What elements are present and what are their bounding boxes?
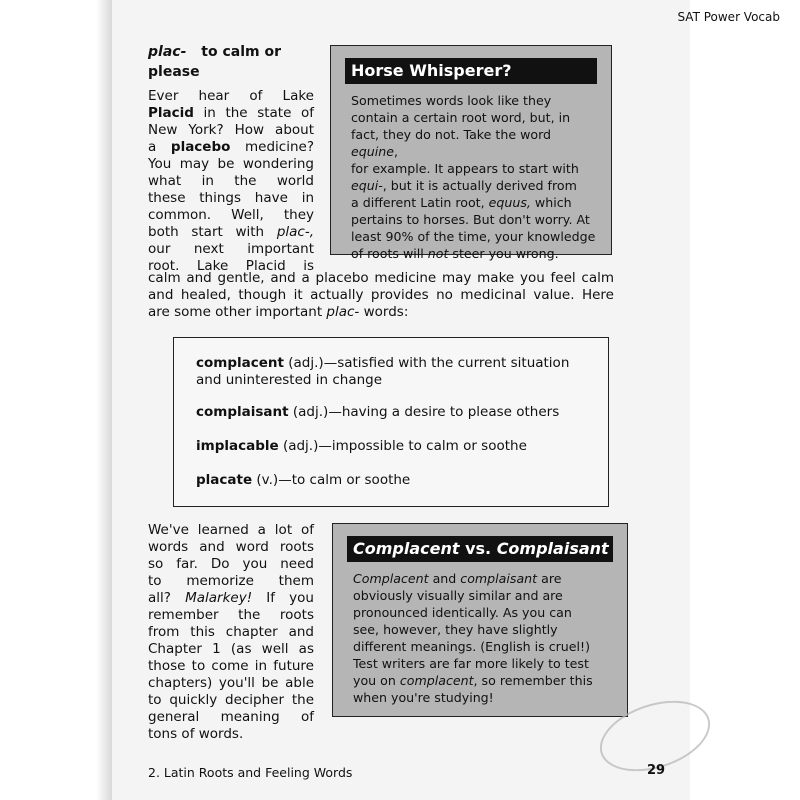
sidebar-line — [353, 672, 613, 689]
root-word: plac- — [148, 44, 187, 60]
para-line — [148, 607, 314, 624]
sidebar-body — [351, 92, 597, 262]
sidebar-title — [347, 536, 613, 562]
sidebar-horse-whisperer — [330, 45, 612, 261]
sidebar-text: , — [393, 144, 398, 159]
sidebar-line — [353, 638, 613, 655]
sidebar-line — [353, 587, 613, 604]
definitions-box — [173, 337, 609, 507]
para-text: those to come in future — [148, 658, 314, 674]
sidebar-text: equine — [351, 144, 394, 159]
para-text: from this chapter and — [148, 624, 314, 640]
para-line — [148, 709, 314, 726]
para-text: words and word roots — [148, 539, 314, 555]
para-text: in the state of — [203, 105, 315, 121]
sidebar-line — [351, 228, 597, 245]
para-line — [148, 624, 314, 641]
definition-text: —having a desire to please others — [328, 404, 560, 420]
title-part: vs. — [459, 539, 497, 558]
para-line — [148, 122, 314, 139]
para-text: words: — [359, 304, 409, 320]
sidebar-title: Horse Whisperer? — [345, 58, 597, 84]
para-line — [148, 88, 314, 105]
root-word-inline: plac-, — [276, 224, 314, 240]
para-line — [148, 207, 314, 224]
sidebar-text: complacent — [399, 673, 474, 688]
para-text: We've learned a lot of — [148, 522, 314, 538]
para-line — [148, 156, 314, 173]
footer-chapter: 2. Latin Roots and Feeling Words — [148, 765, 353, 780]
para-line — [148, 304, 614, 321]
sidebar-line — [353, 621, 613, 638]
sidebar-text: complaisant — [460, 571, 538, 586]
sidebar-line — [353, 689, 613, 706]
para-text: common. Well, they — [148, 207, 314, 223]
sidebar-text: equi- — [351, 178, 383, 193]
para-line — [148, 692, 314, 709]
para-text: what in the world — [148, 173, 314, 189]
page-number: 29 — [647, 763, 666, 778]
title-part: Complaisant — [496, 539, 609, 558]
para-line — [148, 241, 314, 258]
sidebar-line — [351, 160, 597, 177]
para-text: tons of words. — [148, 726, 244, 742]
root-meaning-1: to calm or — [201, 44, 281, 60]
definition-line — [196, 438, 527, 455]
intro-paragraph-full — [148, 270, 614, 321]
para-line — [148, 522, 314, 539]
sidebar-text: of roots will — [351, 246, 428, 261]
sidebar-line — [351, 109, 597, 126]
para-text: are some other important — [148, 304, 323, 320]
definition-term: complacent — [196, 355, 284, 371]
sidebar-text: , but it is actually derived from — [382, 178, 577, 193]
para-text: a — [148, 139, 157, 155]
para-text: all? — [148, 590, 171, 606]
definition-term: placate — [196, 472, 253, 488]
part-of-speech: (adj.) — [278, 438, 319, 454]
part-of-speech: (adj.) — [283, 355, 324, 371]
sidebar-text: Test writers are far more likely to test — [353, 656, 589, 671]
definition-line — [196, 355, 569, 372]
definition-text: —to calm or soothe — [278, 472, 411, 488]
para-line: and healed, though it actually provides no medicinal value. Here — [148, 287, 614, 303]
term-placebo: placebo — [170, 139, 231, 155]
sidebar-line — [351, 245, 597, 262]
para-line — [148, 726, 314, 743]
sidebar-line — [351, 211, 597, 228]
para-line — [148, 139, 314, 156]
para-text: general meaning of — [148, 709, 314, 725]
definition-term: complaisant — [196, 404, 289, 420]
definition-item — [196, 472, 410, 489]
para-text: to memorize them — [148, 573, 314, 589]
part-of-speech: (adj.) — [288, 404, 329, 420]
term-placid: Placid — [148, 105, 194, 121]
sidebar-line — [351, 177, 597, 194]
para-text: medicine? — [245, 139, 315, 155]
sidebar-text: steer you wrong. — [448, 246, 559, 261]
definition-line: and uninterested in change — [196, 372, 383, 388]
para-text: both start with — [148, 224, 265, 240]
sidebar-text: fact, they do not. Take the word — [351, 127, 552, 142]
root-meaning-2: please — [148, 64, 200, 80]
definition-term: implacable — [196, 438, 279, 454]
para-text: our next important — [148, 241, 314, 257]
para-line — [148, 658, 314, 675]
sidebar-text: which — [530, 195, 572, 210]
para-line — [148, 556, 314, 573]
para-line — [148, 105, 314, 122]
sidebar-text: and — [428, 571, 461, 586]
running-header: SAT Power Vocab — [677, 10, 780, 24]
para-text: Ever hear of Lake — [148, 88, 314, 104]
para-text: New York? How about — [148, 122, 314, 138]
para-line — [148, 590, 314, 607]
part-of-speech: (v.) — [252, 472, 279, 488]
para-line — [148, 224, 314, 241]
para-line — [148, 573, 314, 590]
sidebar-text: different meanings. (English is cruel!) — [353, 639, 590, 654]
para-text: root. Lake Placid is — [148, 258, 314, 274]
sidebar-line — [353, 570, 613, 587]
sidebar-text: for example. It appears to start with — [351, 161, 579, 176]
para-text: chapters) you'll be able — [148, 675, 314, 691]
para-line — [148, 173, 314, 190]
sidebar-text: contain a certain root word, but, in — [351, 110, 571, 125]
para-text: to quickly decipher the — [148, 692, 314, 708]
definition-line — [196, 472, 410, 489]
sidebar-line — [351, 194, 597, 211]
title-part: Complacent — [353, 539, 460, 558]
sidebar-text: see, however, they have slightly — [353, 622, 558, 637]
para-line — [148, 539, 314, 556]
sidebar-text: least 90% of the time, your knowledge — [351, 229, 596, 244]
para-text: Chapter 1 (as well as — [148, 641, 314, 657]
page-gutter — [96, 0, 112, 800]
sidebar-complacent-vs-complaisant — [332, 523, 628, 717]
sidebar-body — [353, 570, 613, 706]
definition-line — [196, 404, 559, 421]
definition-item — [196, 404, 559, 421]
sidebar-text: pertains to horses. But don't worry. At — [351, 212, 590, 227]
definition-text: —satisfied with the current situation — [323, 355, 570, 371]
para-line — [148, 675, 314, 692]
sidebar-line — [351, 126, 597, 160]
sidebar-line — [353, 604, 613, 621]
para-line — [148, 190, 314, 207]
sidebar-text: when you're studying! — [353, 690, 494, 705]
word-malarkey: Malarkey! — [185, 590, 253, 606]
para-line: calm and gentle, and a placebo medicine may make you feel calm — [148, 270, 614, 286]
para-text: If you — [266, 590, 314, 606]
para-text: You may be wondering — [148, 156, 314, 172]
sidebar-line — [351, 92, 597, 109]
definition-item — [196, 355, 569, 389]
para-text: these things have in — [148, 190, 314, 206]
definition-text: —impossible to calm or soothe — [318, 438, 527, 454]
sidebar-text: not — [427, 246, 449, 261]
root-heading — [148, 44, 281, 61]
sidebar-text: Complacent — [353, 571, 429, 586]
sidebar-text: pronounced identically. As you can — [353, 605, 572, 620]
root-word-inline: plac- — [326, 304, 360, 320]
para-line — [148, 641, 314, 658]
definition-item — [196, 438, 527, 455]
sidebar-text: equus, — [488, 195, 531, 210]
sidebar-line — [353, 655, 613, 672]
sidebar-text: , so remember this — [473, 673, 593, 688]
para-text: remember the roots — [148, 607, 314, 623]
para-text: so far. Do you need — [148, 556, 314, 572]
sidebar-text: a different Latin root, — [351, 195, 489, 210]
sidebar-text: obviously visually similar and are — [353, 588, 563, 603]
sidebar-text: Sometimes words look like they — [351, 93, 552, 108]
sidebar-text: are — [537, 571, 562, 586]
sidebar-text: you on — [353, 673, 400, 688]
